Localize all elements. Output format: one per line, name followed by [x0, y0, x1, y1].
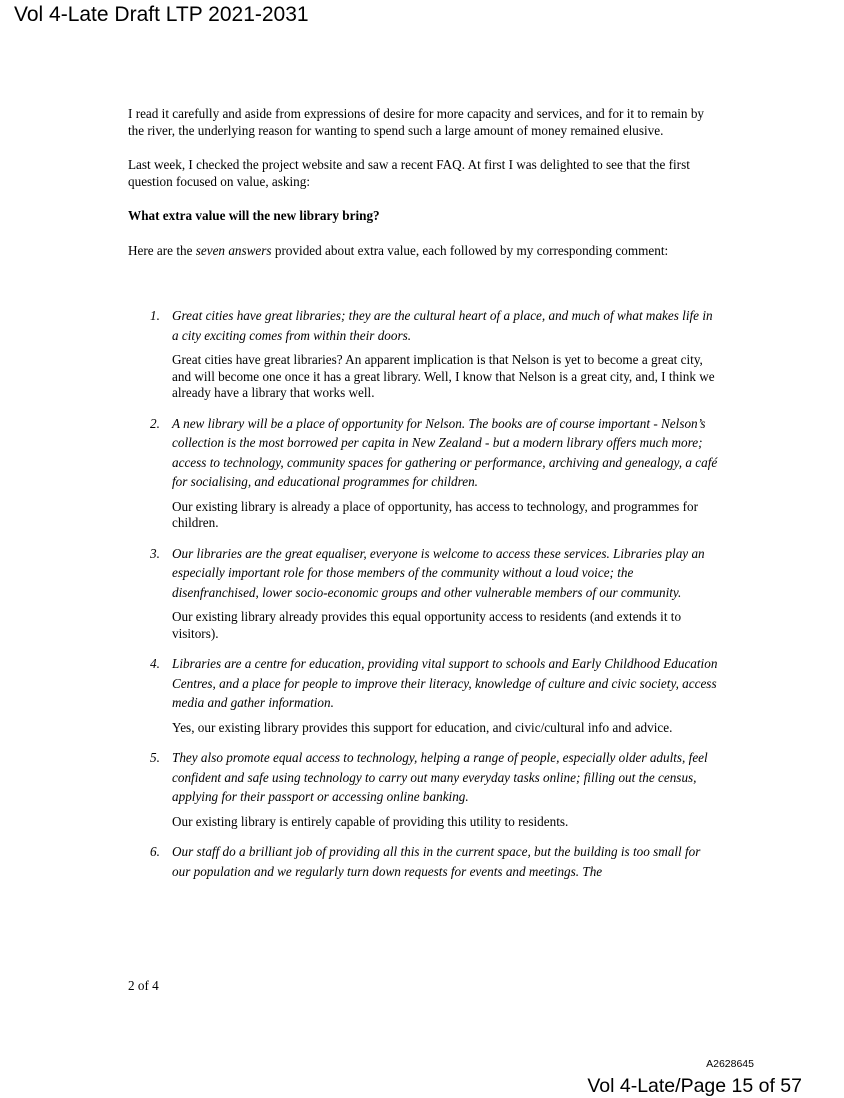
item-number: 2. [150, 415, 160, 431]
item-quote: Great cities have great libraries; they are the cultural heart of a place, and much of what makes life in a city exciting comes from within their doors. [172, 308, 713, 343]
list-item [128, 414, 718, 532]
list-item [128, 842, 718, 881]
body-text [128, 106, 718, 277]
answers-list [128, 306, 718, 889]
footer-page-label: Vol 4-Late/Page 15 of 57 [587, 1075, 802, 1097]
item-number: 3. [150, 545, 160, 561]
item-quote: Our staff do a brilliant job of providing all this in the current space, but the building is too small for our population and we regularly turn down requests for events and meetings. The [172, 844, 701, 879]
item-quote: A new library will be a place of opportunity for Nelson. The books are of course important - Nelson’s collection is the most borrowed per capita in New Zealand - but a modern library offers much more; access to technology, community spaces for gathering or performance, archiving and genealogy, a café for socialising, and educational programmes for children. [172, 415, 718, 489]
paragraph-2: Last week, I checked the project website and saw a recent FAQ. At first I was delighted to see that the first question focused on value, asking: [128, 157, 690, 189]
document-reference-code: A2628645 [706, 1058, 754, 1070]
item-quote: Libraries are a centre for education, providing vital support to schools and Early Childhood Education Centres, and a place for people to improve their literacy, knowledge of culture and civic society, access media and gather information. [172, 656, 718, 710]
item-number: 5. [150, 750, 160, 765]
paragraph-3-emphasis: seven answers [195, 242, 272, 258]
item-number: 1. [150, 308, 160, 323]
item-comment: Our existing library is already a place of opportunity, has access to technology, and programmes for children. [172, 498, 698, 530]
list-item [128, 544, 718, 643]
paragraph-1: I read it carefully and aside from expressions of desire for more capacity and services, and for it to remain by the river, the underlying reason for wanting to spend such a large amount of money remained elusive. [128, 106, 705, 138]
item-quote: Our libraries are the great equaliser, everyone is welcome to access these services. Libraries play an especially important role for those members of the community without a loud voice; the disenfranchised, lower socio-economic groups and other vulnerable members of our community. [172, 545, 705, 600]
faq-question: What extra value will the new library bring? [128, 208, 380, 223]
list-item [128, 306, 718, 402]
item-comment: Our existing library is entirely capable of providing this utility to residents. [172, 813, 569, 829]
item-comment: Our existing library already provides this equal opportunity access to residents (and extends it to visitors). [172, 609, 682, 641]
list-item [128, 748, 718, 830]
page-count: 2 of 4 [128, 978, 159, 993]
list-item [128, 654, 718, 736]
paragraph-3-tail: provided about extra value, each followed by my corresponding comment: [271, 242, 669, 258]
item-comment: Great cities have great libraries? An apparent implication is that Nelson is yet to become a great city, and will become one once it has a great library. Well, I know that Nelson is a great city, and, I think we already have a library that works well. [172, 352, 715, 400]
document-header-title: Vol 4-Late Draft LTP 2021-2031 [14, 3, 309, 26]
item-number: 4. [150, 656, 160, 671]
paragraph-3-lead: Here are the [128, 242, 196, 258]
item-quote: They also promote equal access to technology, helping a range of people, especially older adults, feel confident and safe using technology to carry out many everyday tasks online; filling out the census, applying for their passport or accessing online banking. [172, 750, 708, 804]
item-comment: Yes, our existing library provides this support for education, and civic/cultural info and advice. [172, 719, 673, 735]
item-number: 6. [150, 844, 160, 859]
paragraph-3 [128, 243, 718, 260]
